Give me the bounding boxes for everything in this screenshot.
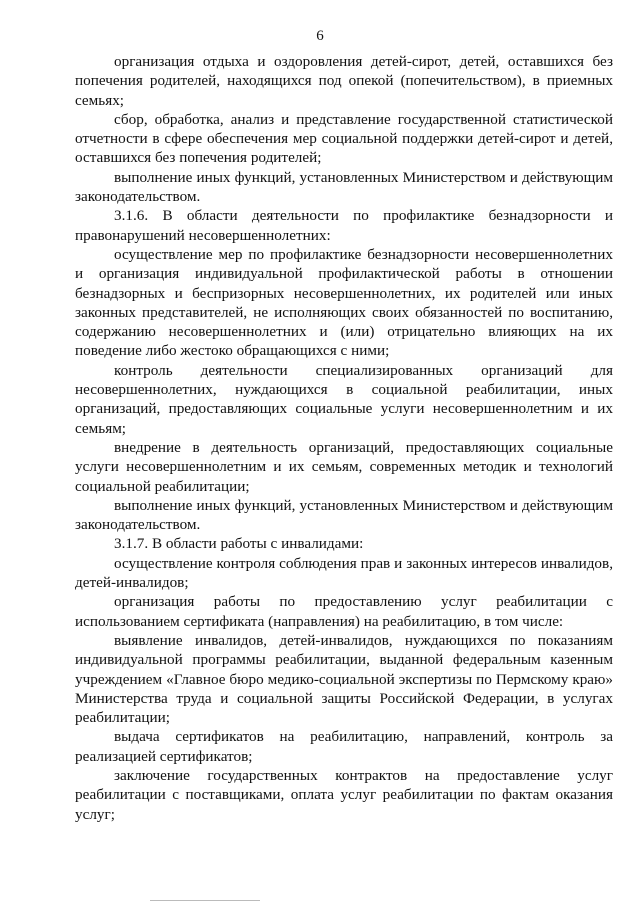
paragraph-rights-control: осуществление контроля соблюдения прав и законных интересов инвалидов, детей-инвалидов; — [75, 554, 613, 592]
paragraph-prevention-measures: осуществление мер по профилактике безнадзорности несовершеннолетних и организация индивидуальной профилактической работы в отношении безнадзорных и беспризорных несовершеннолетних, их родителей или иных законных представителей, не исполняющих своих обязанностей по воспитанию, содержанию несовершеннолетних и (или) отрицательно влияющих на их поведение либо жестоко обращающихся с ними; — [75, 245, 613, 360]
paragraph-identification: выявление инвалидов, детей-инвалидов, нуждающихся по показаниям индивидуальной программы реабилитации, выданной федеральным казенным учреждением «Главное бюро медико-социальной экспертизы по Пермскому краю» Министерства труда и социальной защиты Российской Федерации, в услугах реабилитации; — [75, 631, 613, 727]
paragraph-contracts: заключение государственных контрактов на предоставление услуг реабилитации с поставщиками, оплата услуг реабилитации по фактам оказания услуг; — [75, 766, 613, 823]
paragraph-methods-implementation: внедрение в деятельность организаций, предоставляющих социальные услуги несовершеннолетним и их семьям, современных методик и технологий социальной реабилитации; — [75, 438, 613, 495]
section-heading-3-1-7: 3.1.7. В области работы с инвалидами: — [114, 535, 364, 553]
scan-artifact-line — [150, 900, 260, 901]
paragraph-certificates-issue: выдача сертификатов на реабилитацию, направлений, контроль за реализацией сертификатов; — [75, 728, 613, 765]
paragraph-orphan-recreation: организация отдыха и оздоровления детей-сирот, детей, оставшихся без попечения родителей, находящихся под опекой (попечительством), в приемных семьях; — [75, 53, 613, 109]
paragraph-rehabilitation-organization: организация работы по предоставлению услуг реабилитации с использованием сертификата (направления) на реабилитацию, в том числе: — [75, 593, 613, 630]
document-body — [75, 52, 613, 824]
paragraph-control-organizations: контроль деятельности специализированных организаций для несовершеннолетних, нуждающихся в социальной реабилитации, иных организаций, предоставляющих социальные услуги несовершеннолетним и их семьям; — [75, 361, 613, 437]
paragraph-statistics-reporting: сбор, обработка, анализ и представление государственной статистической отчетности в сфере обеспечения мер социальной поддержки детей-сирот и детей, оставшихся без попечения родителей; — [75, 110, 613, 167]
paragraph-other-functions-2: выполнение иных функций, установленных Министерством и действующим законодательством. — [75, 496, 613, 534]
paragraph-other-functions-1: выполнение иных функций, установленных Министерством и действующим законодательством. — [75, 168, 613, 206]
section-heading-3-1-6: 3.1.6. В области деятельности по профилактике безнадзорности и правонарушений несовершеннолетних: — [75, 207, 613, 244]
page-number: 6 — [316, 28, 324, 44]
